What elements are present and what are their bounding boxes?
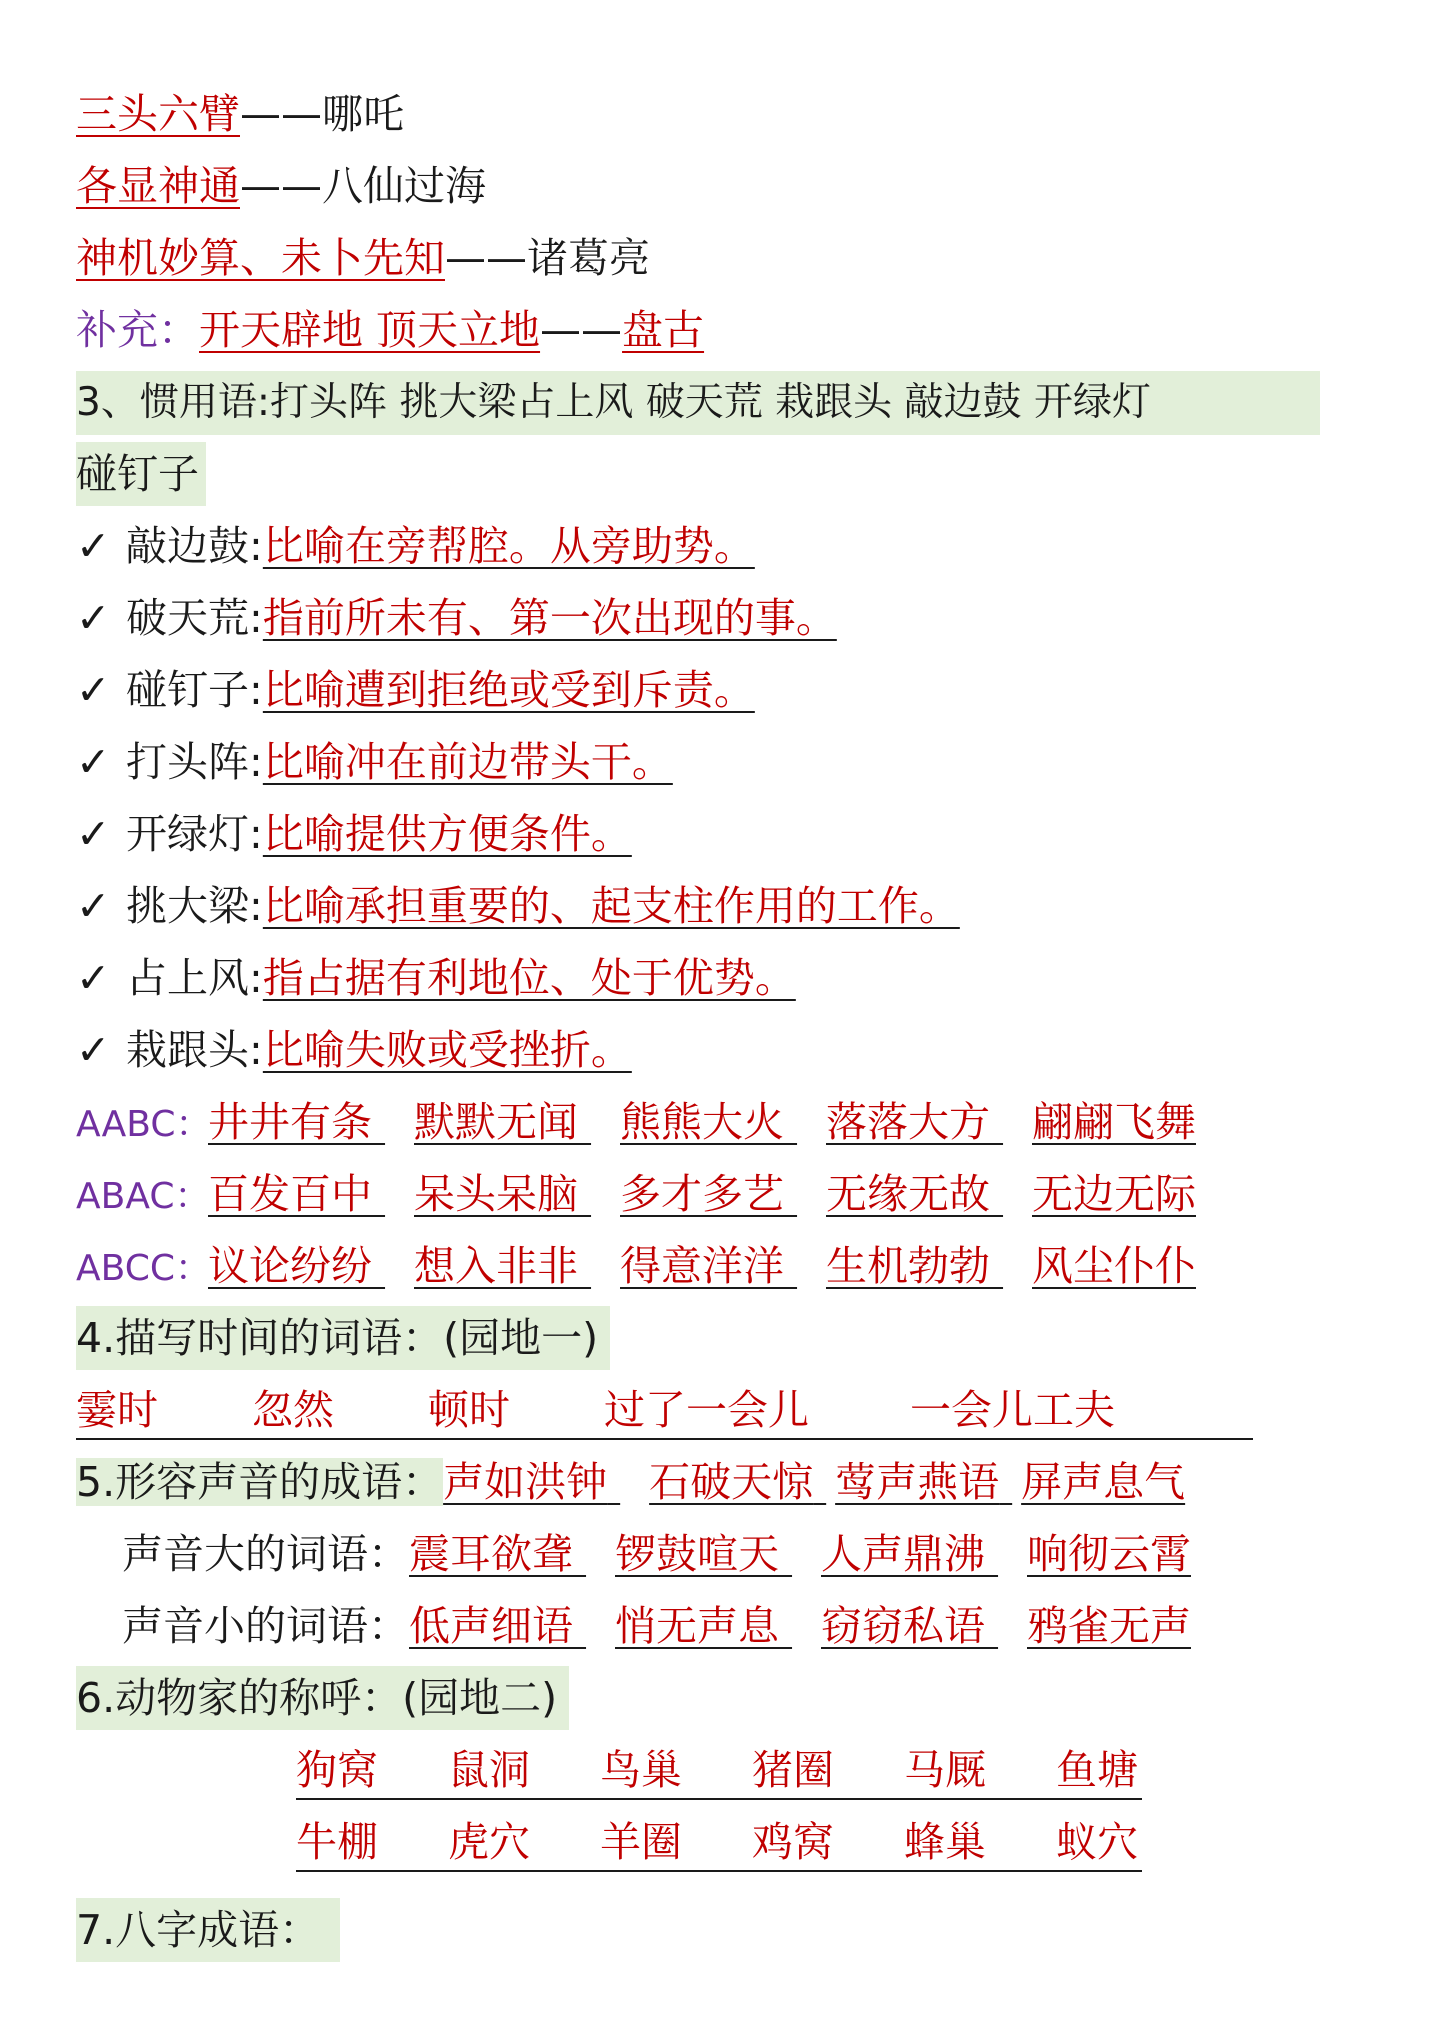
idiom-term: 挑大梁: [126, 882, 263, 930]
section-7-heading: 7.八字成语： [76, 1898, 340, 1962]
idiom-term: 碰钉子: [126, 666, 263, 714]
loud-word: 人声鼎沸 [821, 1530, 985, 1578]
sound-idiom: 石破天惊 [649, 1458, 814, 1506]
pattern-row-abcc [76, 1234, 1196, 1298]
time-words-row [76, 1378, 1115, 1442]
pattern-word: 呆头呆脑 [414, 1170, 578, 1218]
sound-idiom: 屏声息气 [1021, 1458, 1186, 1506]
time-word: 霎时 [76, 1386, 158, 1434]
idiom-definition: 指占据有利地位、处于优势。 [262, 954, 796, 1002]
idiom-term: 打头阵: [126, 738, 263, 786]
animal-home: 羊圈 [600, 1818, 682, 1866]
section-6-heading: 6.动物家的称呼：(园地二) [76, 1666, 569, 1730]
soft-word: 窃窃私语 [821, 1602, 985, 1650]
pattern-word: 熊熊大火 [620, 1098, 784, 1146]
animal-home-row-1 [296, 1738, 1138, 1802]
section-5-heading: 5.形容声音的成语： [76, 1458, 444, 1506]
pattern-word: 默默无闻 [414, 1098, 578, 1146]
loud-word: 震耳欲聋 [409, 1530, 573, 1578]
idiom-term: 栽跟头: [126, 1026, 263, 1074]
idiom-def-row [76, 802, 632, 866]
check-icon: ✓ [76, 522, 111, 570]
soft-words-row [122, 1594, 1191, 1658]
idiom-definition: 指前所未有、第一次出现的事。 [262, 594, 837, 642]
animal-home: 牛棚 [296, 1818, 378, 1866]
underline-rule [296, 1798, 1142, 1800]
animal-home: 鸟巢 [600, 1746, 682, 1794]
loud-word: 响彻云霄 [1027, 1530, 1191, 1578]
myth-line-1 [76, 82, 404, 146]
animal-home: 猪圈 [752, 1746, 834, 1794]
pattern-word: 落落大方 [826, 1098, 990, 1146]
myth-figure: 诸葛亮 [527, 234, 650, 282]
myth-line-3 [76, 226, 650, 290]
myth-figure: 哪吒 [322, 90, 404, 138]
pattern-word: 得意洋洋 [620, 1242, 784, 1290]
animal-home-row-2 [296, 1810, 1138, 1874]
dash: —— [240, 90, 322, 138]
supplement-line [76, 298, 704, 362]
idiom-definition: 比喻承担重要的、起支柱作用的工作。 [262, 882, 960, 930]
sound-idiom: 声如洪钟 [443, 1458, 608, 1506]
time-word: 一会儿工夫 [910, 1386, 1115, 1434]
supplement-idiom: 开天辟地 顶天立地 [199, 306, 541, 354]
pattern-label: ABAC： [76, 1176, 211, 1217]
idiom-def-row [76, 658, 755, 722]
myth-line-2 [76, 154, 486, 218]
section-3-heading: 3、惯用语:打头阵 挑大梁占上风 破天荒 栽跟头 敲边鼓 开绿灯 [76, 371, 1320, 435]
check-icon: ✓ [76, 738, 111, 786]
idiom-term: 占上风: [126, 954, 263, 1002]
idiom-def-row [76, 1018, 632, 1082]
supplement-figure: 盘古 [622, 306, 705, 354]
time-word: 过了一会儿 [604, 1386, 809, 1434]
idiom-def-row [76, 730, 673, 794]
animal-home: 蜂巢 [904, 1818, 986, 1866]
underline-rule [76, 1438, 1253, 1440]
check-icon: ✓ [76, 594, 111, 642]
myth-idiom: 三头六臂 [76, 90, 240, 138]
section-3-heading-cont: 碰钉子 [76, 442, 206, 506]
idiom-definition: 比喻遭到拒绝或受到斥责。 [262, 666, 755, 714]
soft-word: 低声细语 [409, 1602, 573, 1650]
idiom-definition: 比喻失败或受挫折。 [262, 1026, 632, 1074]
pattern-word: 议论纷纷 [208, 1242, 372, 1290]
idiom-definition: 比喻提供方便条件。 [262, 810, 632, 858]
check-icon: ✓ [76, 954, 111, 1002]
pattern-row-aabc [76, 1090, 1196, 1154]
idiom-def-row [76, 514, 795, 578]
pattern-row-abac [76, 1162, 1196, 1226]
pattern-word: 无缘无故 [826, 1170, 990, 1218]
dash: —— [540, 306, 623, 354]
section-5-row [76, 1450, 1185, 1514]
idiom-definition: 比喻在旁帮腔。从旁助势。 [262, 522, 755, 570]
animal-home: 马厩 [904, 1746, 986, 1794]
idiom-def-row [76, 946, 796, 1010]
dash: —— [240, 162, 322, 210]
pattern-word: 井井有条 [208, 1098, 372, 1146]
underline-rule [296, 1870, 1142, 1872]
check-icon: ✓ [76, 810, 111, 858]
animal-home: 鱼塘 [1056, 1746, 1138, 1794]
loud-words-row [122, 1522, 1191, 1586]
check-icon: ✓ [76, 1026, 111, 1074]
dash: —— [445, 234, 527, 282]
time-word: 顿时 [428, 1386, 510, 1434]
myth-idiom: 各显神通 [76, 162, 240, 210]
animal-home: 虎穴 [448, 1818, 530, 1866]
myth-idiom: 神机妙算、未卜先知 [76, 234, 445, 282]
sound-idiom: 莺声燕语 [835, 1458, 1000, 1506]
pattern-label: ABCC： [76, 1248, 211, 1289]
check-icon: ✓ [76, 666, 111, 714]
animal-home: 狗窝 [296, 1746, 378, 1794]
animal-home: 鸡窝 [752, 1818, 834, 1866]
check-icon: ✓ [76, 882, 111, 930]
loud-label: 声音大的词语： [122, 1530, 409, 1578]
idiom-term: 破天荒: [126, 594, 263, 642]
loud-word: 锣鼓喧天 [615, 1530, 779, 1578]
supplement-label: 补充： [76, 306, 199, 354]
myth-figure: 八仙过海 [322, 162, 486, 210]
soft-label: 声音小的词语： [122, 1602, 409, 1650]
pattern-word: 多才多艺 [620, 1170, 784, 1218]
time-word: 忽然 [252, 1386, 334, 1434]
idiom-term: 敲边鼓: [126, 522, 263, 570]
pattern-word: 百发百中 [208, 1170, 372, 1218]
pattern-word: 生机勃勃 [826, 1242, 990, 1290]
pattern-label: AABC： [76, 1104, 212, 1145]
pattern-word: 想入非非 [414, 1242, 578, 1290]
idiom-definition: 比喻冲在前边带头干。 [262, 738, 673, 786]
animal-home: 鼠洞 [448, 1746, 530, 1794]
pattern-word: 翩翩飞舞 [1032, 1098, 1196, 1146]
idiom-def-row [76, 586, 837, 650]
animal-home: 蚁穴 [1056, 1818, 1138, 1866]
soft-word: 鸦雀无声 [1027, 1602, 1191, 1650]
pattern-word: 风尘仆仆 [1032, 1242, 1196, 1290]
idiom-def-row [76, 874, 960, 938]
soft-word: 悄无声息 [615, 1602, 779, 1650]
idiom-term: 开绿灯: [126, 810, 263, 858]
pattern-word: 无边无际 [1032, 1170, 1196, 1218]
section-4-heading: 4.描写时间的词语：(园地一) [76, 1306, 610, 1370]
